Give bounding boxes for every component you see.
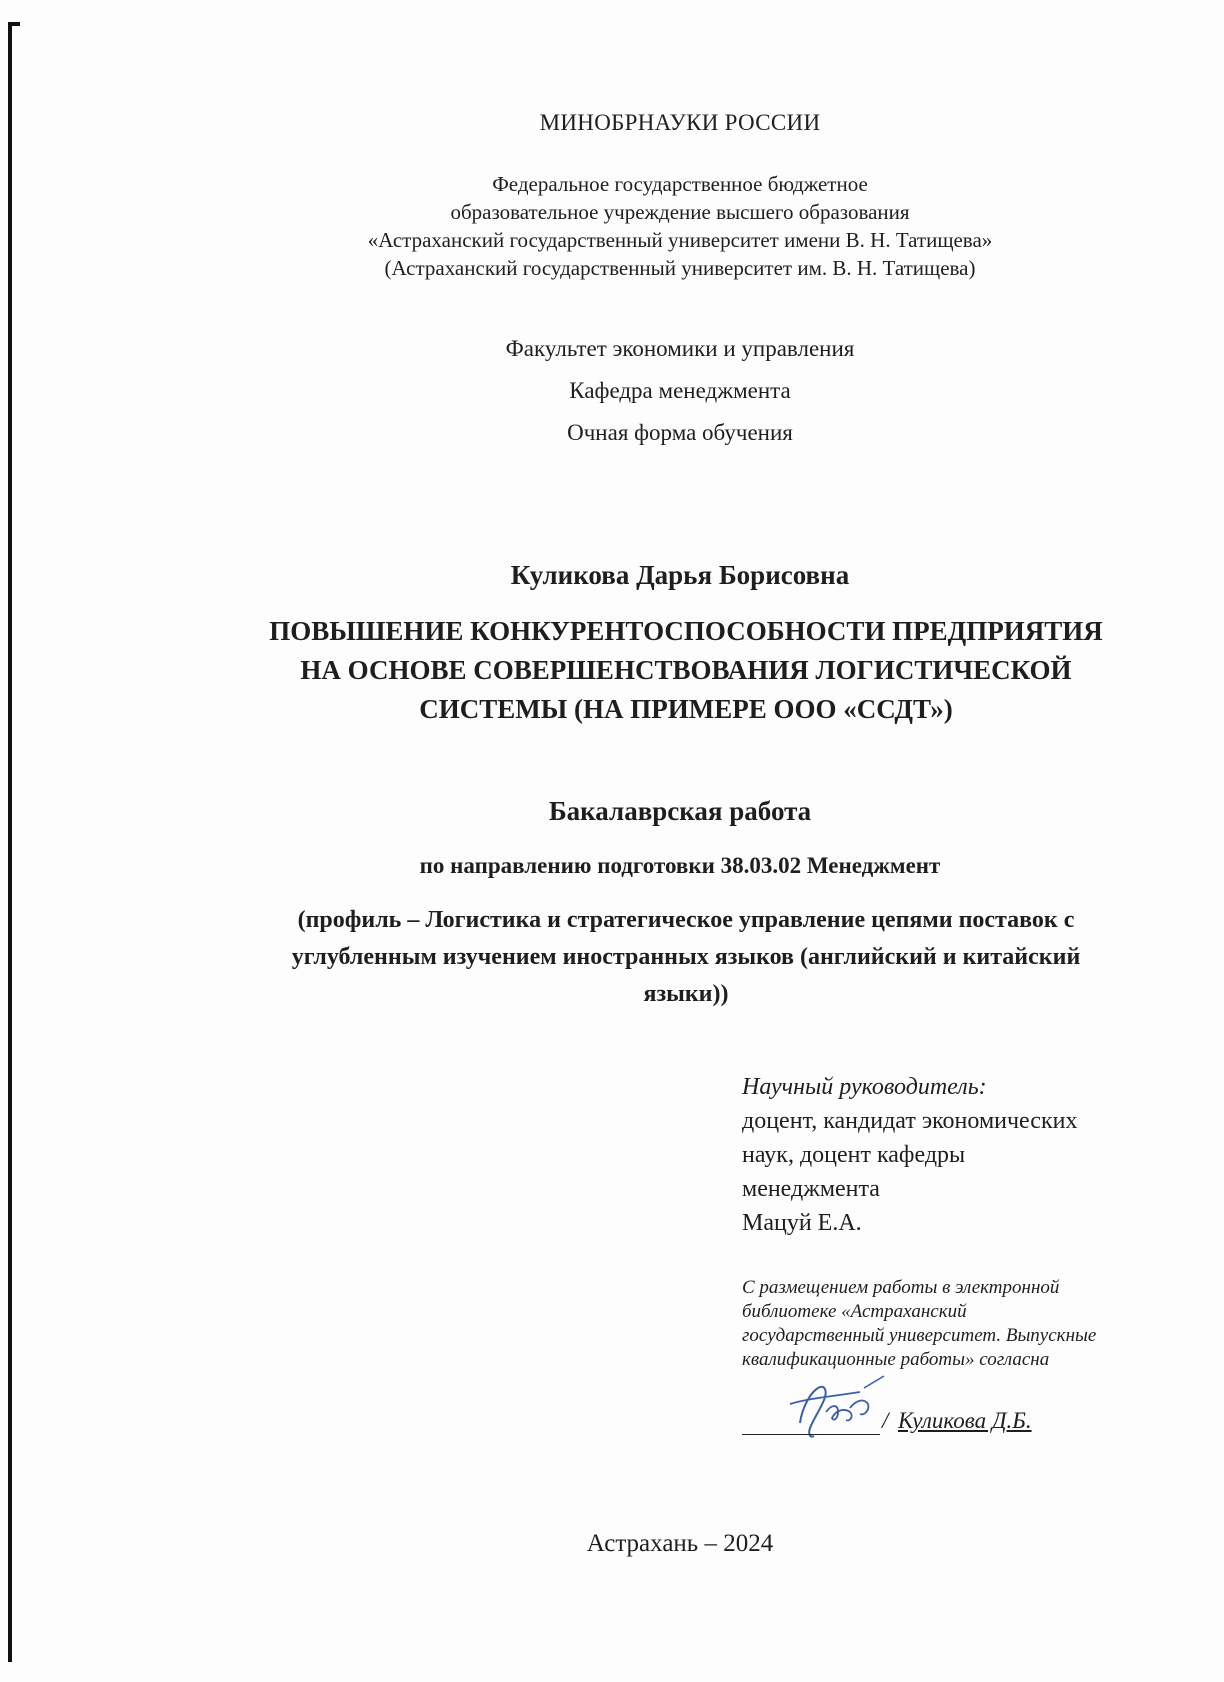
study-direction: по направлению подготовки 38.03.02 Менеджмент: [419, 853, 941, 878]
supervisor-name: Мацуй Е.А.: [742, 1210, 862, 1236]
study-profile: [196, 902, 1176, 1013]
consent-line: С размещением работы в электронной: [742, 1277, 1060, 1298]
department-name: Кафедра менеджмента: [569, 378, 791, 403]
consent-line: библиотеке «Астраханский: [742, 1301, 967, 1322]
supervisor-line: доцент, кандидат экономических: [742, 1108, 1078, 1134]
signature-row: [742, 1398, 1182, 1448]
author-name: Куликова Дарья Борисовна: [510, 560, 850, 590]
scan-edge-mark: [8, 22, 12, 1662]
scan-edge-corner: [8, 22, 20, 26]
supervisor-line: наук, доцент кафедры: [742, 1142, 966, 1168]
handwritten-signature: [780, 1368, 890, 1448]
title-line: ПОВЫШЕНИЕ КОНКУРЕНТОСПОСОБНОСТИ ПРЕДПРИЯТИЯ: [269, 616, 1103, 646]
city-year: Астрахань – 2024: [586, 1530, 774, 1557]
institution-line: (Астраханский государственный университет им. В. Н. Татищева): [384, 256, 976, 280]
consent-line: государственный университет. Выпускные: [742, 1325, 1097, 1346]
institution-block: [150, 170, 1210, 282]
institution-line: «Астраханский государственный университет имени В. Н. Татищева»: [367, 228, 993, 252]
faculty-block: [150, 328, 1210, 454]
supervisor-block: [742, 1070, 1182, 1240]
title-line: НА ОСНОВЕ СОВЕРШЕНСТВОВАНИЯ ЛОГИСТИЧЕСКОЙ: [300, 655, 1072, 685]
signature-separator: /: [882, 1408, 889, 1433]
thesis-title: [196, 612, 1176, 729]
consent-line: квалификационные работы» согласна: [742, 1349, 1050, 1370]
faculty-name: Факультет экономики и управления: [505, 336, 855, 361]
signer-name: Куликова Д.Б.: [898, 1408, 1032, 1433]
ministry-name: МИНОБРНАУКИ РОССИИ: [539, 110, 821, 135]
work-type: Бакалаврская работа: [548, 796, 812, 826]
institution-line: Федеральное государственное бюджетное: [492, 172, 868, 196]
profile-line: углубленным изучением иностранных языков (английский и китайский: [291, 944, 1081, 970]
supervisor-heading: Научный руководитель:: [742, 1074, 987, 1100]
signature-line: [742, 1434, 880, 1435]
supervisor-line: менеджмента: [742, 1176, 880, 1202]
profile-line: языки)): [643, 981, 729, 1007]
profile-line: (профиль – Логистика и стратегическое управление цепями поставок с: [297, 907, 1075, 933]
study-form: Очная форма обучения: [567, 420, 793, 445]
consent-statement: [742, 1276, 1202, 1372]
institution-line: образовательное учреждение высшего образования: [450, 200, 910, 224]
title-line: СИСТЕМЫ (НА ПРИМЕРЕ ООО «ССДТ»): [419, 694, 953, 724]
